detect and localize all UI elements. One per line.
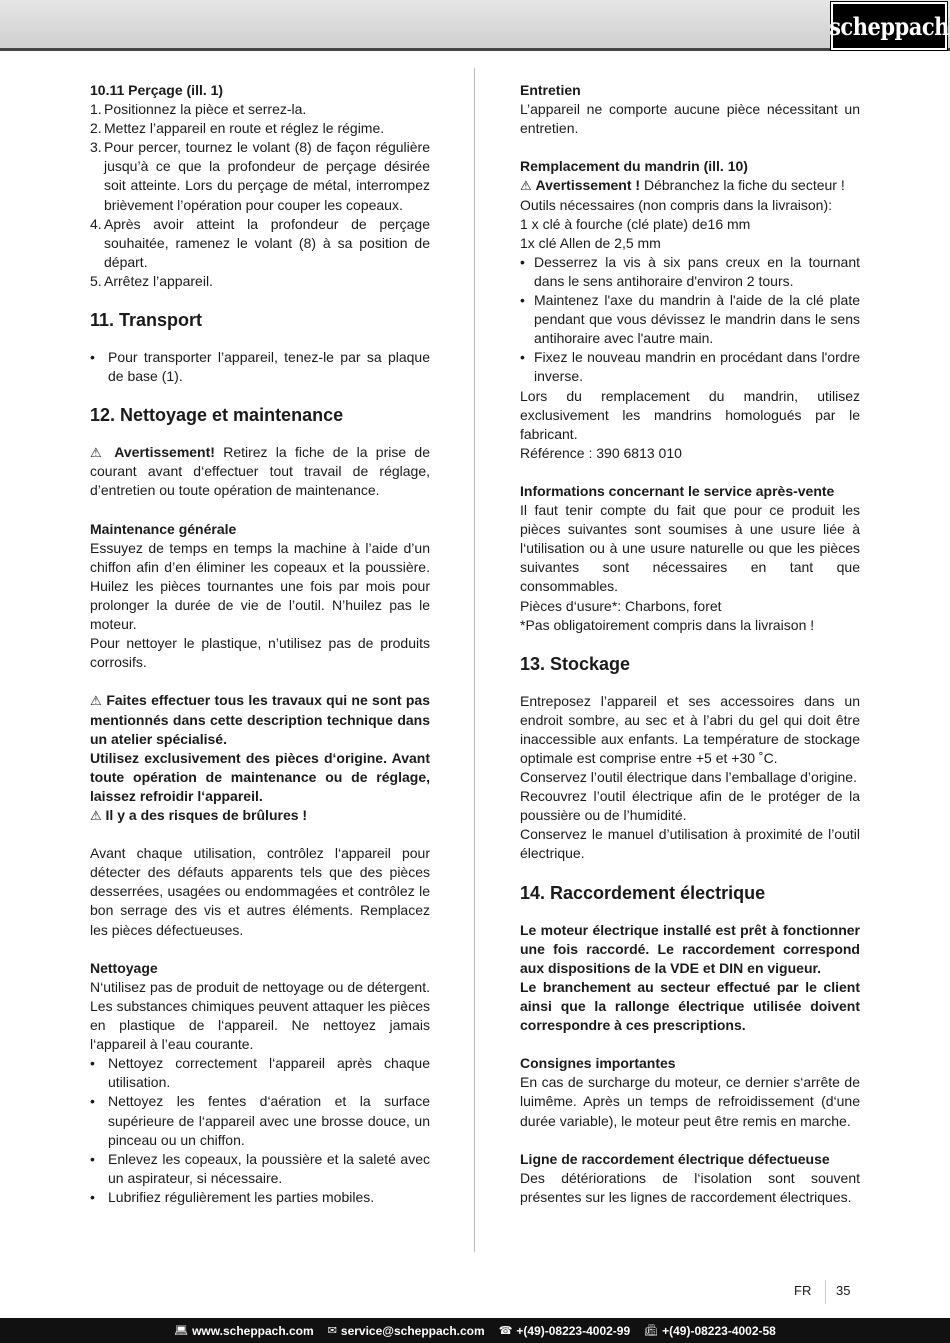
tool-item: 1 x clé à fourche (clé plate) de16 mm <box>520 215 751 232</box>
warning-text: Retirez la fiche de la prise de courant avant d‘effectuer tout travail de réglage, d’entretien ou toute opération de maintenance. <box>90 444 430 499</box>
footer-separator <box>825 1280 826 1304</box>
list-item <box>90 100 430 119</box>
list-item <box>90 272 430 291</box>
bold-warning-text: Il y a des risques de brûlures ! <box>105 807 308 823</box>
section-title-electrical: 14. Raccordement électrique <box>520 882 766 903</box>
chuck-steps <box>520 253 860 387</box>
list-item <box>90 138 430 214</box>
list-item: • Lubrifiez régulièrement les parties mobiles. <box>90 1188 430 1207</box>
step-number: 5. <box>90 272 102 289</box>
tool-item: 1x clé Allen de 2,5 mm <box>520 234 661 251</box>
storage-text-4: Conservez le manuel d’utilisation à proximité de l’outil électrique. <box>520 826 860 862</box>
computer-icon: 💻︎ <box>174 1325 189 1337</box>
language-code: FR <box>794 1283 812 1298</box>
plastic-cleaning-text: Pour nettoyer le plastique, n’utilisez pas de produits corrosifs. <box>90 635 430 671</box>
entretien-text: L’appareil ne comporte aucune pièce nécessitant un entretien. <box>520 101 860 137</box>
bold-warning-text: Faites effectuer tous les travaux qui ne sont pas mentionnés dans cette description technique dans un atelier spécialisé. <box>90 692 430 747</box>
section-title-drilling: 10.11 Perçage (ill. 1) <box>90 82 224 98</box>
after-sales-text: Il faut tenir compte du fait que pour ce produit les pièces suivantes sont soumises à une usure liée à l‘utilisation ou à une usure naturelle ou que les pièces suivantes sont nécessaires en tant que consommables. <box>520 502 860 595</box>
drilling-steps <box>90 100 430 291</box>
step-text: Positionnez la pièce et serrez-la. <box>104 101 307 118</box>
warning-icon: ⚠ <box>90 693 103 709</box>
list-item: • Enlevez les copeaux, la poussière et la saleté avec un aspirateur, si nécessaire. <box>90 1150 430 1188</box>
list-item: • Fixez le nouveau mandrin en procédant dans l'ordre inverse. <box>520 348 860 386</box>
website-text: www.scheppach.com <box>192 1323 314 1338</box>
step-text: Pour percer, tournez le volant (8) de façon régulière jusqu’à ce que la profondeur de perçage désirée soit atteinte. Lors du perçage de métal, interrompez brièvement l’opération pour couper les copeaux. <box>104 139 430 213</box>
warning-icon: ⚠ <box>90 445 107 461</box>
step-number: 1. <box>90 101 102 118</box>
column-divider <box>474 68 475 1252</box>
fax-text: +(49)-08223-4002-58 <box>662 1323 776 1338</box>
brand-logo <box>831 2 947 50</box>
email-contact[interactable] <box>328 1324 485 1338</box>
step-text: Après avoir atteint la profondeur de perçage souhaitée, ramenez le volant (8) à sa position de départ. <box>104 215 430 270</box>
website-contact[interactable] <box>174 1324 314 1338</box>
bold-warning-1 <box>90 691 430 748</box>
subtitle-defective-cable: Ligne de raccordement électrique défectueuse <box>520 1150 830 1167</box>
list-item: • Desserrez la vis à six pans creux en la tournant dans le sens antihoraire d'environ 2 tours. <box>520 253 860 291</box>
section-title-transport: 11. Transport <box>90 310 203 331</box>
not-included-note: *Pas obligatoirement compris dans la livraison ! <box>520 616 815 633</box>
page-number: 35 <box>836 1283 851 1298</box>
section-title-maintenance: 12. Nettoyage et maintenance <box>90 405 344 426</box>
right-column <box>520 81 860 1207</box>
phone-text: +(49)-08223-4002-99 <box>516 1323 631 1338</box>
storage-text-2: Conservez l’outil électrique dans l’emballage d’origine. <box>520 769 857 786</box>
subtitle-cleaning: Nettoyage <box>90 959 158 976</box>
general-maintenance-text: Essuyez de temps en temps la machine à l’aide d’un chiffon afin d’en éliminer les copeaux et la poussière. Huilez les pièces tournantes une fois par mois pour prolonger la durée de vie de l’outil. N’huilez pas le moteur. <box>90 539 430 633</box>
important-text: En cas de surcharge du moteur, ce dernier s‘arrête de luimême. Après un temps de refroidissement (d‘une durée variable), le moteur peut être remis en marche. <box>520 1074 860 1129</box>
step-number: 2. <box>90 120 102 137</box>
electrical-bold-1: Le moteur électrique installé est prêt à fonctionner une fois raccordé. Le raccordement correspond aux dispositions de la VDE et DIN en vigueur. <box>520 921 860 976</box>
subtitle-general-maintenance: Maintenance générale <box>90 520 237 537</box>
brand-logo-text: scheppach <box>829 11 949 41</box>
mail-icon: ✉ <box>327 1325 337 1337</box>
subtitle-important: Consignes importantes <box>520 1055 676 1072</box>
warning-paragraph <box>90 443 430 500</box>
list-item: • Maintenez l'axe du mandrin à l'aide de la clé plate pendant que vous dévissez le mandrin dans le sens antihoraire avec l'autre main. <box>520 291 860 348</box>
left-column <box>90 81 430 1207</box>
storage-text-3: Recouvrez l’outil électrique afin de le protéger de la poussière ou de l’humidité. <box>520 788 860 824</box>
chuck-reference: Référence : 390 6813 010 <box>520 444 682 461</box>
warning-icon: ⚠ <box>90 808 102 823</box>
bold-warning-2: Utilisez exclusivement des pièces d‘origine. Avant toute opération de maintenance ou de réglage, laissez refroidir l‘appareil. <box>90 749 430 804</box>
electrical-bold-2: Le branchement au secteur effectué par le client ainsi que la rallonge électrique utilisée doivent correspondre à ces prescriptions. <box>520 978 860 1034</box>
warning-label: Avertissement ! <box>535 177 641 194</box>
warning-icon: ⚠ <box>520 178 532 194</box>
list-item <box>90 119 430 138</box>
subtitle-entretien: Entretien <box>520 82 581 98</box>
bold-warning-3 <box>90 806 430 825</box>
subtitle-after-sales: Informations concernant le service après-vente <box>520 482 835 499</box>
chuck-note: Lors du remplacement du mandrin, utilisez exclusivement les mandrins homologués par le fabricant. <box>520 387 860 442</box>
cleaning-list <box>90 1054 430 1207</box>
tools-line: Outils nécessaires (non compris dans la livraison): <box>520 196 833 213</box>
phone-icon: ☎ <box>498 1325 513 1337</box>
step-text: Arrêtez l’appareil. <box>104 272 213 289</box>
list-item: • Nettoyez les fentes d‘aération et la surface supérieure de l‘appareil avec une brosse douce, un pinceau ou un chiffon. <box>90 1092 430 1149</box>
list-item: • Pour transporter l’appareil, tenez-le par sa plaque de base (1). <box>90 348 430 386</box>
storage-text-1: Entreposez l’appareil et ses accessoires dans un endroit sombre, au sec et à l’abri du gel qui doit être inaccessible aux enfants. La température de stockage optimale est comprise entre +5 et +30 ˚C. <box>520 692 860 766</box>
cleaning-text: N‘utilisez pas de produit de nettoyage ou de détergent. Les substances chimiques peuvent attaquer les pièces en plastique de l‘appareil. Ne nettoyez jamais l‘appareil à l’eau courante. <box>90 978 430 1053</box>
phone-contact <box>499 1324 630 1338</box>
subtitle-chuck-replacement: Remplacement du mandrin (ill. 10) <box>520 158 748 175</box>
contact-bar <box>0 1318 950 1343</box>
warning-text: Débranchez la fiche du secteur ! <box>640 177 845 194</box>
fax-icon: 📠︎ <box>644 1325 659 1337</box>
list-item <box>90 215 430 272</box>
step-number: 3. <box>90 139 102 156</box>
inspection-text: Avant chaque utilisation, contrôlez l‘appareil pour détecter des défauts apparents tels que des pièces desserrées, usagées ou endommagées et contrôlez le bon serrage des vis et autres éléments. Remplacez les pièces défectueuses. <box>90 845 430 938</box>
list-item: • Nettoyez correctement l‘appareil après chaque utilisation. <box>90 1054 430 1092</box>
section-title-storage: 13. Stockage <box>520 653 631 674</box>
defective-cable-text: Des détériorations de l‘isolation sont souvent présentes sur les lignes de raccordement électriques. <box>520 1169 860 1205</box>
warning-label: Avertissement! <box>114 444 215 461</box>
chuck-warning <box>520 176 860 195</box>
transport-list <box>90 348 430 386</box>
step-number: 4. <box>90 215 102 232</box>
fax-contact <box>644 1324 776 1338</box>
header-bar <box>0 0 950 51</box>
wear-parts: Pièces d‘usure*: Charbons, foret <box>520 597 722 614</box>
email-text: service@scheppach.com <box>340 1323 485 1338</box>
step-text: Mettez l’appareil en route et réglez le régime. <box>104 120 385 137</box>
